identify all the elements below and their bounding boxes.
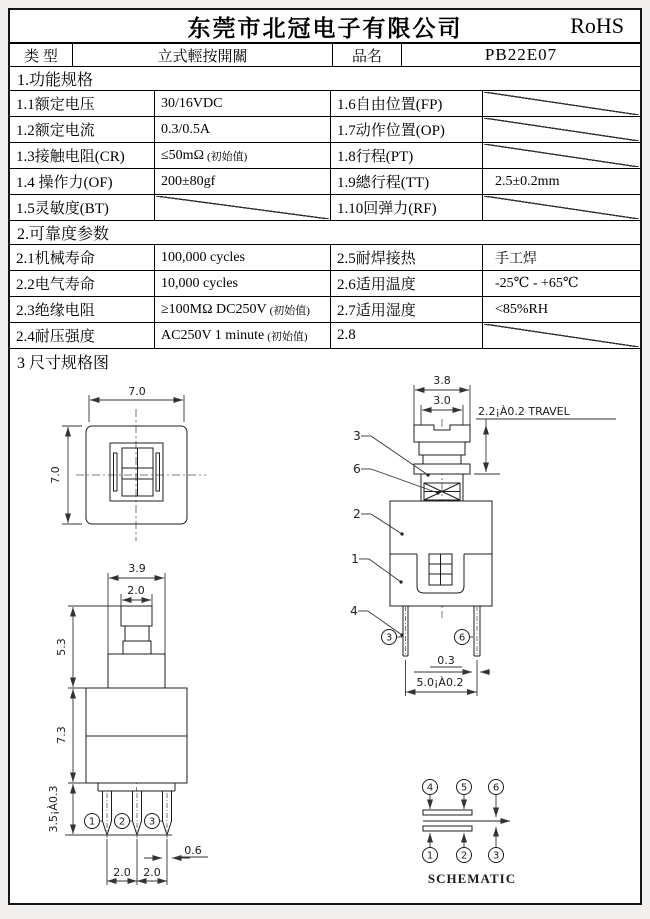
section3-heading: 3 尺寸规格图	[17, 354, 110, 372]
spec-label: 1.6自由位置(FP)	[331, 91, 483, 116]
value-text: ≤50mΩ	[161, 147, 204, 163]
value-text: 2.5±0.2mm	[495, 173, 560, 189]
spec-label: 1.2额定电流	[10, 117, 155, 142]
value-note: (初始值)	[267, 330, 308, 343]
side-travel-dim: 2.2¡À0.2 TRAVEL	[478, 405, 570, 418]
spec-value	[483, 245, 640, 270]
rohs-mark: RoHS	[570, 13, 624, 38]
spec-label: 1.3接触电阻(CR)	[10, 143, 155, 168]
schematic-drawing	[423, 780, 517, 887]
spec-value-empty	[155, 195, 331, 220]
spec-value-empty	[483, 117, 640, 142]
front-dim-2-0-a: 2.0	[113, 866, 131, 879]
side-part4-label: 4	[350, 604, 358, 618]
header-row	[10, 10, 640, 44]
front-dim-7-3: 7.3	[55, 726, 68, 744]
side-part3-label: 3	[353, 429, 361, 443]
schematic-pin6: 6	[492, 782, 500, 794]
spec-row	[10, 117, 640, 143]
sheet-border	[8, 8, 642, 905]
schematic-pin1: 1	[426, 850, 434, 862]
value-text: <85%RH	[495, 301, 549, 317]
value-text: 0.3/0.5A	[161, 121, 210, 137]
spec-value-empty	[483, 143, 640, 168]
schematic-pin4: 4	[426, 782, 434, 794]
schematic-pin3: 3	[492, 850, 500, 862]
section1-heading: 1.功能规格	[10, 67, 640, 91]
front-dim-2-0-b: 2.0	[143, 866, 161, 879]
spec-label: 2.6适用温度	[331, 271, 483, 296]
spec-value	[483, 297, 640, 322]
value-text: -25℃ - +65℃	[495, 276, 579, 291]
dimension-drawings	[10, 373, 640, 899]
spec-label: 2.8	[331, 323, 483, 348]
front-view-drawing	[47, 562, 208, 885]
front-pin1-callout: 1	[88, 816, 96, 828]
value-note: (初始值)	[269, 304, 310, 317]
value-text: 手工焊	[495, 251, 537, 267]
front-dim-3-5: 3.5¡À0.3	[47, 785, 60, 833]
spec-row	[10, 323, 640, 349]
spec-row	[10, 169, 640, 195]
company-title: 东莞市北冠电子有限公司	[187, 15, 463, 41]
spec-value	[155, 143, 331, 168]
spec-label: 1.4 操作力(OF)	[10, 169, 155, 194]
spec-row	[10, 297, 640, 323]
side-part2-label: 2	[353, 507, 361, 521]
value-text: 100,000 cycles	[161, 249, 245, 265]
spec-value	[155, 297, 331, 322]
spec-row	[10, 271, 640, 297]
spec-value	[155, 245, 331, 270]
top-view-drawing	[49, 385, 206, 541]
spec-row	[10, 245, 640, 271]
side-dim-0-3: 0.3	[437, 654, 455, 667]
front-dim-3-9: 3.9	[128, 562, 146, 575]
spec-value	[155, 271, 331, 296]
spec-value	[155, 323, 331, 348]
spec-label: 1.9總行程(TT)	[331, 169, 483, 194]
side-pin6-callout: 6	[458, 632, 466, 644]
spec-value-empty	[483, 195, 640, 220]
type-label: 类 型	[10, 44, 73, 66]
spec-row	[10, 143, 640, 169]
front-pin3-callout: 3	[148, 816, 156, 828]
value-note: (初始值)	[206, 150, 248, 163]
spec-label: 1.1额定电压	[10, 91, 155, 116]
spec-value	[155, 91, 331, 116]
value-text: ≥100MΩ DC250V	[161, 301, 267, 317]
spec-label: 2.1机械寿命	[10, 245, 155, 270]
spec-value	[483, 271, 640, 296]
spec-label: 1.7动作位置(OP)	[331, 117, 483, 142]
spec-value	[483, 169, 640, 194]
front-pin2-callout: 2	[118, 816, 126, 828]
type-value: 立式輕按開關	[73, 44, 333, 66]
spec-label: 2.3绝缘电阻	[10, 297, 155, 322]
side-view-drawing	[350, 374, 616, 696]
side-dim-5-0: 5.0¡À0.2	[416, 676, 464, 689]
side-pin3-callout: 3	[385, 632, 393, 644]
spec-value-empty	[483, 91, 640, 116]
section2-heading: 2.可靠度参数	[10, 221, 640, 245]
front-dim-0-6: 0.6	[184, 844, 202, 857]
side-dim-3-0: 3.0	[433, 394, 451, 407]
schematic-pin2: 2	[460, 850, 468, 862]
value-text: AC250V 1 minute	[161, 327, 265, 343]
value-text: 30/16VDC	[161, 95, 223, 111]
schematic-pin5: 5	[460, 782, 468, 794]
front-dim-2-0-top: 2.0	[127, 584, 145, 597]
spec-label: 1.10回弹力(RF)	[331, 195, 483, 220]
side-dim-3-8: 3.8	[433, 374, 451, 387]
type-row	[10, 44, 640, 67]
side-part1-label: 1	[351, 552, 359, 566]
value-text: 200±80gf	[161, 173, 216, 189]
spec-value	[155, 169, 331, 194]
top-view-height-dim: 7.0	[49, 466, 62, 484]
spec-label: 2.7适用湿度	[331, 297, 483, 322]
top-view-width-dim: 7.0	[128, 385, 146, 398]
value-text: 10,000 cycles	[161, 275, 238, 291]
spec-value-empty	[483, 323, 640, 348]
spec-label: 1.8行程(PT)	[331, 143, 483, 168]
part-name-label: 品名	[333, 44, 402, 66]
spec-label: 2.2电气寿命	[10, 271, 155, 296]
spec-label: 2.5耐焊接热	[331, 245, 483, 270]
spec-row	[10, 91, 640, 117]
schematic-title: SCHEMATIC	[427, 871, 517, 886]
part-number: PB22E07	[484, 45, 558, 64]
spec-label: 2.4耐压强度	[10, 323, 155, 348]
spec-row	[10, 195, 640, 221]
front-dim-5-3: 5.3	[55, 638, 68, 656]
spec-label: 1.5灵敏度(BT)	[10, 195, 155, 220]
side-part6-label: 6	[353, 462, 361, 476]
spec-value	[155, 117, 331, 142]
